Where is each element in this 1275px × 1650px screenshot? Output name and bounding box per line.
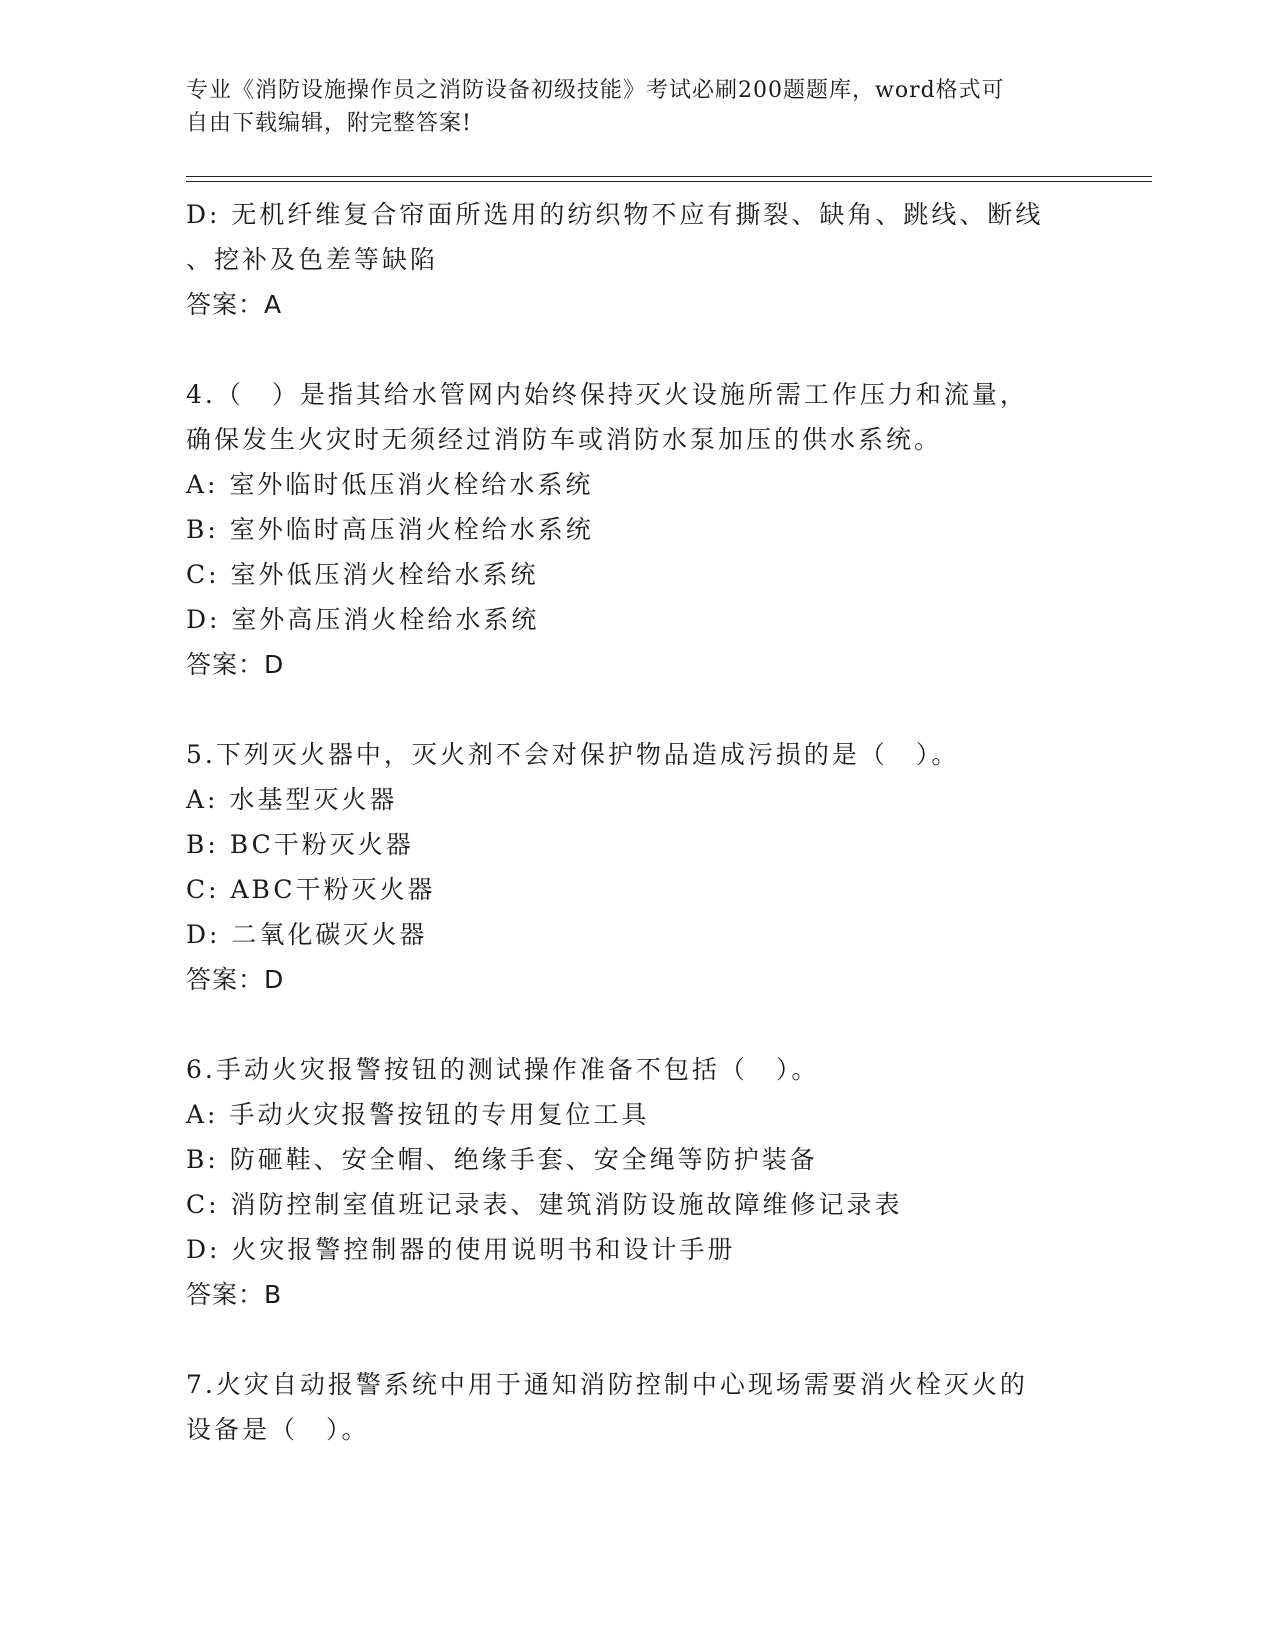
spacer xyxy=(186,1317,1086,1362)
option-d: D: 室外高压消火栓给水系统 xyxy=(186,605,540,634)
spacer xyxy=(186,1002,1086,1047)
answer-label: 答案：D xyxy=(186,965,285,994)
document-header xyxy=(186,74,1066,140)
question-list xyxy=(186,192,1086,1452)
option-c: C: 消防控制室值班记录表、建筑消防设施故障维修记录表 xyxy=(186,1190,903,1219)
header-title-line-1: 专业《消防设施操作员之消防设备初级技能》考试必刷200题题库，word格式可 xyxy=(186,78,1005,103)
option-b: B: BC干粉灭火器 xyxy=(186,830,414,859)
option-b: B: 防砸鞋、安全帽、绝缘手套、安全绳等防护装备 xyxy=(186,1145,818,1174)
question-block-7 xyxy=(186,1362,1086,1452)
question-stem: 4.（ ）是指其给水管网内始终保持灭火设施所需工作压力和流量， xyxy=(186,380,1028,409)
option-d: D: 二氧化碳灭火器 xyxy=(186,920,428,949)
option-b: B: 室外临时高压消火栓给水系统 xyxy=(186,515,594,544)
question-block-4 xyxy=(186,372,1086,687)
answer-label: 答案：B xyxy=(186,1280,283,1309)
question-block-3 xyxy=(186,192,1086,327)
option-d: D: 无机纤维复合帘面所选用的纺织物不应有撕裂、缺角、跳线、断线 xyxy=(186,200,1044,229)
option-c: C: 室外低压消火栓给水系统 xyxy=(186,560,539,589)
answer-label: 答案：A xyxy=(186,290,283,319)
option-d: D: 火灾报警控制器的使用说明书和设计手册 xyxy=(186,1235,736,1264)
option-a: A: 水基型灭火器 xyxy=(186,785,398,814)
question-stem-continued: 设备是（ ）。 xyxy=(186,1415,370,1444)
option-a: A: 手动火灾报警按钮的专用复位工具 xyxy=(186,1100,650,1129)
question-block-6 xyxy=(186,1047,1086,1317)
question-stem: 5.下列灭火器中，灭火剂不会对保护物品造成污损的是（ ）。 xyxy=(186,740,960,769)
header-title-line-2: 自由下载编辑，附完整答案! xyxy=(186,111,472,136)
spacer xyxy=(186,687,1086,732)
option-a: A: 室外临时低压消火栓给水系统 xyxy=(186,470,594,499)
answer-label: 答案：D xyxy=(186,650,285,679)
question-stem-continued: 确保发生火灾时无须经过消防车或消防水泵加压的供水系统。 xyxy=(186,425,943,454)
question-stem: 7.火灾自动报警系统中用于通知消防控制中心现场需要消火栓灭火的 xyxy=(186,1370,1028,1399)
option-c: C: ABC干粉灭火器 xyxy=(186,875,436,904)
option-d-continued: 、挖补及色差等缺陷 xyxy=(186,245,439,274)
header-divider xyxy=(186,176,1152,182)
spacer xyxy=(186,327,1086,372)
question-block-5 xyxy=(186,732,1086,1002)
question-stem: 6.手动火灾报警按钮的测试操作准备不包括（ ）。 xyxy=(186,1055,820,1084)
